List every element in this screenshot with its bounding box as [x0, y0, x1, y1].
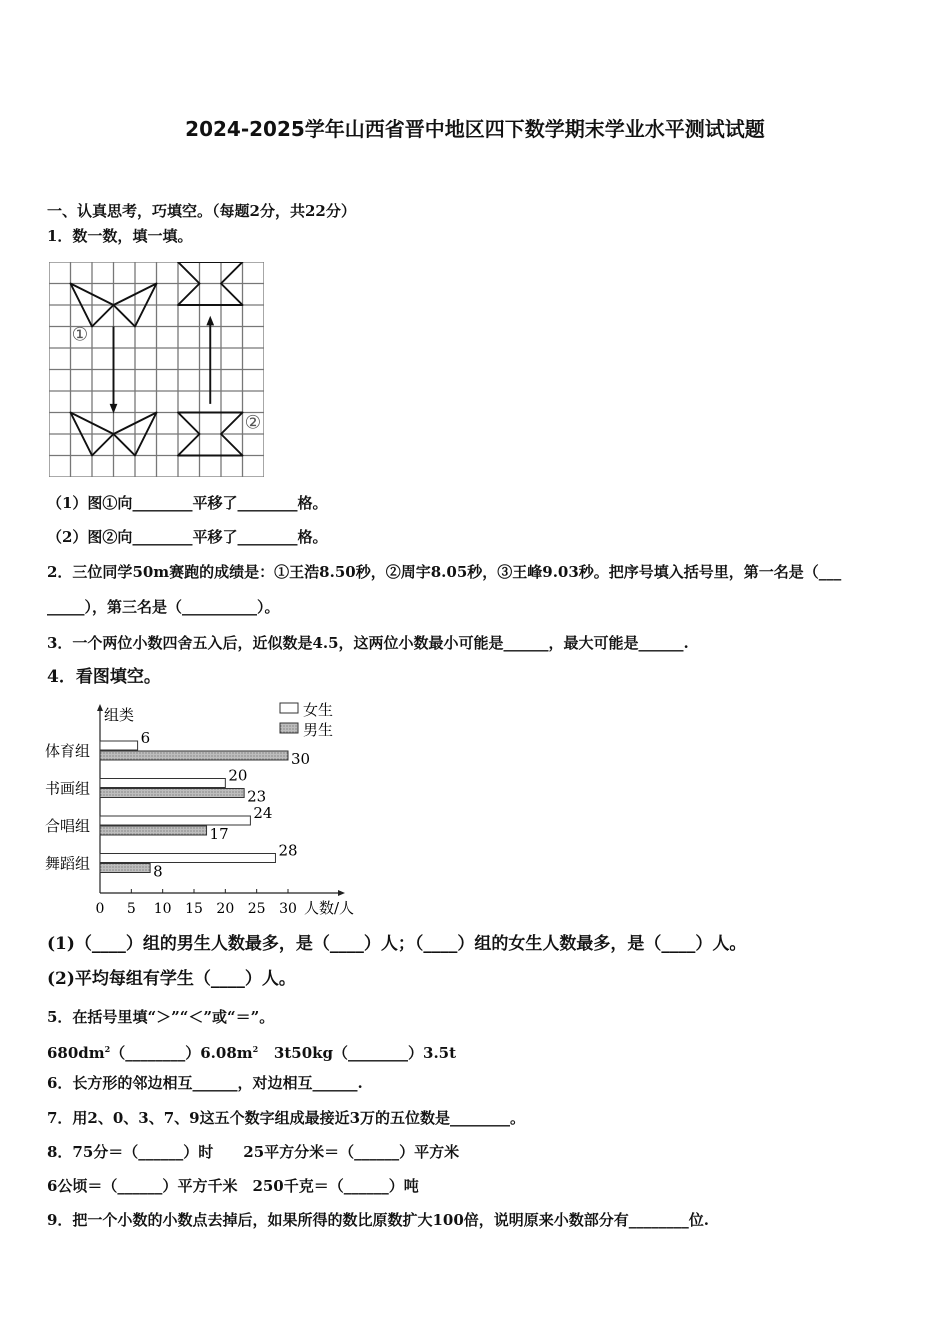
figure-label-2 [245, 413, 261, 434]
y-axis-label: 组类 [104, 706, 135, 724]
q5-superscript: 2 [104, 1044, 111, 1054]
bar-boys [100, 864, 150, 873]
question-9: 9．把一个小数的小数点去掉后，如果所得的数比原数扩大100倍，说明原来小数部分有________位. [47, 1211, 709, 1229]
x-tick-label: 5 [126, 901, 136, 917]
legend-label: 男生 [303, 721, 334, 739]
x-tick-label: 10 [153, 901, 172, 917]
x-tick-label: 15 [185, 901, 203, 917]
question-2-line-2: _____），第三名是（__________）。 [47, 598, 280, 616]
x-tick-label: 25 [247, 901, 266, 917]
x-axis-label: 人数/人 [304, 899, 355, 917]
figure-label-1 [72, 324, 88, 345]
q5-superscript-2: 2 [252, 1044, 259, 1054]
bar-boys [100, 751, 288, 760]
bar-boys [100, 789, 244, 798]
data-label: 6 [140, 729, 151, 747]
data-label: 8 [153, 862, 163, 881]
question-3: 3．一个两位小数四舍五入后，近似数是4.5，这两位小数最小可能是______，最大可能是______. [47, 634, 689, 652]
translation-grid-figure [49, 262, 264, 477]
group-bar-chart [40, 695, 380, 925]
question-4-sub-2: (2)平均每组有学生（____）人。 [47, 969, 296, 989]
question-4-sub-1: (1)（____）组的男生人数最多，是（____）人；（____）组的女生人数最多，是（____）人。 [47, 934, 747, 954]
data-label: 17 [209, 825, 229, 843]
category-label: 合唱组 [45, 817, 91, 835]
x-axis-arrow-icon [338, 890, 345, 896]
page-title: 2024-2025学年山西省晋中地区四下数学期末学业水平测试试题 [185, 117, 765, 141]
category-label: 书画组 [45, 779, 91, 798]
bar-girls [100, 741, 138, 750]
question-1-sub-2: （2）图②向________平移了________格。 [47, 528, 328, 546]
bar-girls [100, 854, 275, 863]
data-label: 28 [278, 841, 298, 860]
question-2-line-1: 2．三位同学50m赛跑的成绩是：①王浩8.50秒，②周宇8.05秒，③王峰9.03秒。把序号填入括号里，第一名是（___ [47, 563, 842, 581]
category-label: 舞蹈组 [45, 854, 91, 873]
question-7: 7．用2、0、3、7、9这五个数字组成最接近3万的五位数是________。 [47, 1109, 526, 1127]
data-label: 23 [247, 787, 267, 806]
bar-girls [100, 779, 225, 788]
legend-swatch [280, 703, 298, 713]
q5-item-a-mid: （________）6.08m [110, 1044, 253, 1062]
y-axis-arrow-icon [97, 704, 103, 711]
legend-label: 女生 [303, 701, 334, 719]
data-label: 30 [291, 750, 311, 768]
question-5-items [47, 1039, 456, 1063]
bar-girls [100, 816, 250, 825]
question-1-sub-1: （1）图①向________平移了________格。 [47, 494, 328, 512]
q5-item-a-left: 680dm [47, 1044, 105, 1062]
question-1-stem: 1．数一数，填一填。 [47, 227, 193, 245]
bar-boys [100, 826, 207, 835]
q5-item-b: 3t50kg（________）3.5t [273, 1044, 457, 1062]
question-8-line-2: 6公顷＝（______）平方千米 250千克＝（______）吨 [47, 1177, 419, 1195]
x-tick-label: 0 [95, 901, 105, 917]
question-5-stem: 5．在括号里填“＞”“＜”或“＝”。 [47, 1008, 275, 1026]
x-tick-label: 30 [279, 901, 297, 917]
question-8-line-1: 8．75分＝（______）时 25平方分米＝（______）平方米 [47, 1143, 460, 1161]
arrowhead-up-icon [206, 316, 214, 326]
x-tick-label: 20 [216, 901, 235, 917]
category-label: 体育组 [45, 742, 91, 760]
question-6: 6．长方形的邻边相互______，对边相互______. [47, 1074, 363, 1092]
section-heading: 一、认真思考，巧填空。（每题2分，共22分） [47, 202, 356, 220]
data-label: 20 [228, 766, 248, 785]
legend-swatch [280, 723, 298, 733]
data-label: 24 [253, 804, 273, 822]
question-4-stem: 4．看图填空。 [47, 667, 161, 687]
